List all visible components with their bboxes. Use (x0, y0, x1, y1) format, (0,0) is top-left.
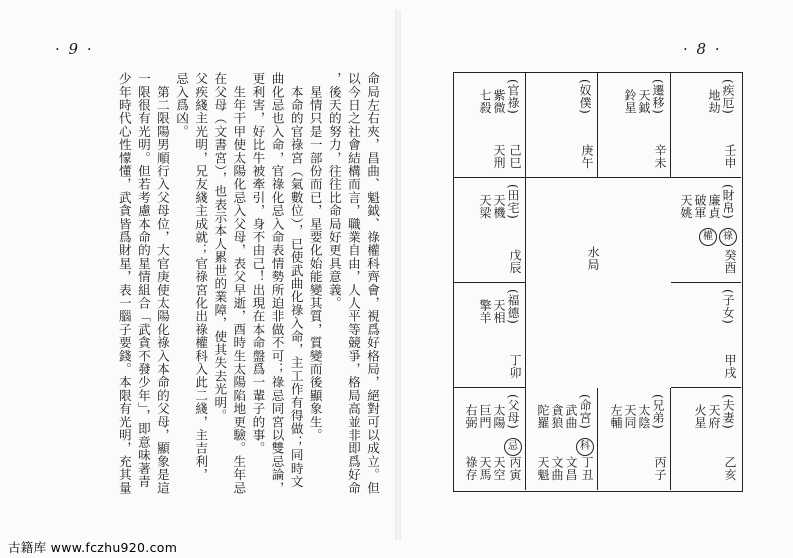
center-label: 水局 (586, 246, 600, 271)
palace-name: (福德) (506, 289, 520, 325)
left-page-number: · 9 · (55, 40, 94, 58)
text-column: 以今日之社會結構而言，職業自由，人人平等競爭，格局高並非即爲好命 (345, 72, 361, 495)
palace-chou (526, 388, 598, 490)
star-name: 天同 (623, 404, 637, 429)
right-page-number: · 8 · (683, 40, 722, 58)
palace-zi (598, 388, 671, 490)
palace-shen (454, 73, 526, 178)
star-name: 陀羅 (536, 404, 550, 429)
text-column: 少年時代心性懞懂，武貪皆爲財星，表一腦子要錢。本限有光明，充其量 (116, 72, 132, 495)
text-column: 星情只是一部份而已，星要化始能變其質，質變而後顯象生。 (307, 72, 323, 442)
stem-branch: 己巳 (508, 144, 522, 169)
star-name: 太陽 (492, 404, 506, 429)
star-name: 左輔 (609, 404, 623, 429)
palace-name: (疾厄) (721, 79, 735, 115)
transform-ring: 祿 (719, 228, 737, 246)
text-column: 命局左右夾，昌曲、魁鉞、祿權科齊會，視爲好格局，絕對可以成立。但 (365, 72, 380, 495)
palace-name: (子女) (721, 289, 735, 325)
stem-branch: 丁丑 (580, 456, 594, 481)
star-name: 貪狼 (550, 404, 564, 429)
minor-star: 文曲 (550, 456, 564, 481)
stem-branch: 辛未 (653, 144, 667, 169)
stem-branch: 庚午 (580, 144, 594, 169)
minor-star: 天魁 (536, 456, 550, 481)
minor-star: 天馬 (478, 456, 492, 481)
palace-hai (671, 388, 741, 490)
palace-chen (454, 178, 526, 283)
chart-center (526, 178, 671, 388)
text-column: 忌入爲凶。 (174, 72, 190, 138)
palace-wei (526, 73, 598, 178)
text-column: 曲化忌也入命，官祿化忌入命表情勢所迫非做不可；祿忌同宮以雙忌論， (269, 72, 285, 495)
palace-name: (兄弟) (651, 394, 665, 430)
palace-name: (命宮) (578, 394, 592, 430)
palace-xu (671, 283, 741, 388)
star-name: 火星 (693, 404, 707, 429)
star-name: 破軍 (693, 194, 707, 219)
astrology-chart (453, 72, 743, 492)
star-name: 天機 (492, 194, 506, 219)
star-name: 太陰 (637, 404, 651, 429)
palace-wu (598, 73, 671, 178)
palace-name: (官祿) (506, 79, 520, 115)
star-name: 右弼 (464, 404, 478, 429)
minor-star: 祿存 (464, 456, 478, 481)
watermark-brand: 古籍库 www.fczhu920.com (8, 540, 178, 555)
palace-name: (夫妻) (721, 394, 735, 430)
text-column: 生年干甲使太陽化忌入父母，表父早逝，酉時生太陽陷地更驗。生年忌 (231, 72, 247, 495)
star-name: 武曲 (564, 404, 578, 429)
minor-star: 文昌 (564, 456, 578, 481)
star-name: 天鉞 (637, 89, 651, 114)
star-name: 廉貞 (707, 194, 721, 219)
text-column: 第二限陽男順行入父母位，大官庚使太陽化祿入本命的父母，顯象是這 (154, 72, 170, 495)
star-name: 地劫 (707, 89, 721, 114)
palace-name: (遷移) (651, 79, 665, 115)
palace-name: (奴僕) (578, 79, 592, 115)
stem-branch: 甲戌 (723, 354, 737, 379)
stem-branch: 戊辰 (508, 249, 522, 274)
text-column: ，後天的努力，往往比命局好更具意義。 (326, 72, 342, 310)
star-name: 天相 (492, 299, 506, 324)
star-name: 天姚 (679, 194, 693, 219)
palace-yin (454, 388, 526, 490)
palace-you (671, 178, 741, 283)
text-column: 一限很有光明。但若考慮本命的星情組合「武貪不發少年」，即意味著青 (135, 72, 151, 489)
palace-si (671, 73, 741, 178)
text-column: 更利害，好比牛被牽引，身不由己！出現在本命盤爲一輩子的事。 (250, 72, 266, 455)
stem-branch: 癸酉 (723, 249, 737, 274)
text-column: 本命的官祿宮（氣數位），已使武曲化祿入命，主工作有得做；同時文 (288, 72, 304, 489)
text-column: 父疾綫主光明，兄友綫主成就；官祿宮化出祿權科入此二綫，主吉利， (193, 72, 209, 482)
stem-branch: 壬申 (723, 144, 737, 169)
star-name: 天梁 (478, 194, 492, 219)
stem-branch: 乙亥 (723, 456, 737, 481)
transform-ring: 科 (576, 438, 594, 456)
palace-name: (財帛) (721, 184, 735, 220)
star-name: 鈴星 (623, 89, 637, 114)
left-page (20, 72, 382, 502)
palace-name: (父母) (506, 394, 520, 430)
vertical-text-block (20, 72, 382, 502)
stem-branch: 丙子 (653, 456, 667, 481)
minor-star: 天空 (492, 456, 506, 481)
palace-name: (田宅) (506, 184, 520, 220)
transform-ring: 忌 (504, 438, 522, 456)
star-name: 紫微 (492, 89, 506, 114)
stem-branch: 丙寅 (508, 456, 522, 481)
footer (0, 536, 793, 558)
star-name: 天府 (707, 404, 721, 429)
star-name: 七殺 (478, 89, 492, 114)
minor-star: 天刑 (492, 144, 506, 169)
star-name: 擎羊 (478, 299, 492, 324)
star-name: 巨門 (478, 404, 492, 429)
stem-branch: 丁卯 (508, 354, 522, 379)
text-column: 在父母（文書宮），也表示本人累世的業障，使其失去光明。 (212, 72, 228, 423)
book-gutter (395, 10, 401, 540)
transform-ring: 權 (699, 228, 717, 246)
palace-mao (454, 283, 526, 388)
